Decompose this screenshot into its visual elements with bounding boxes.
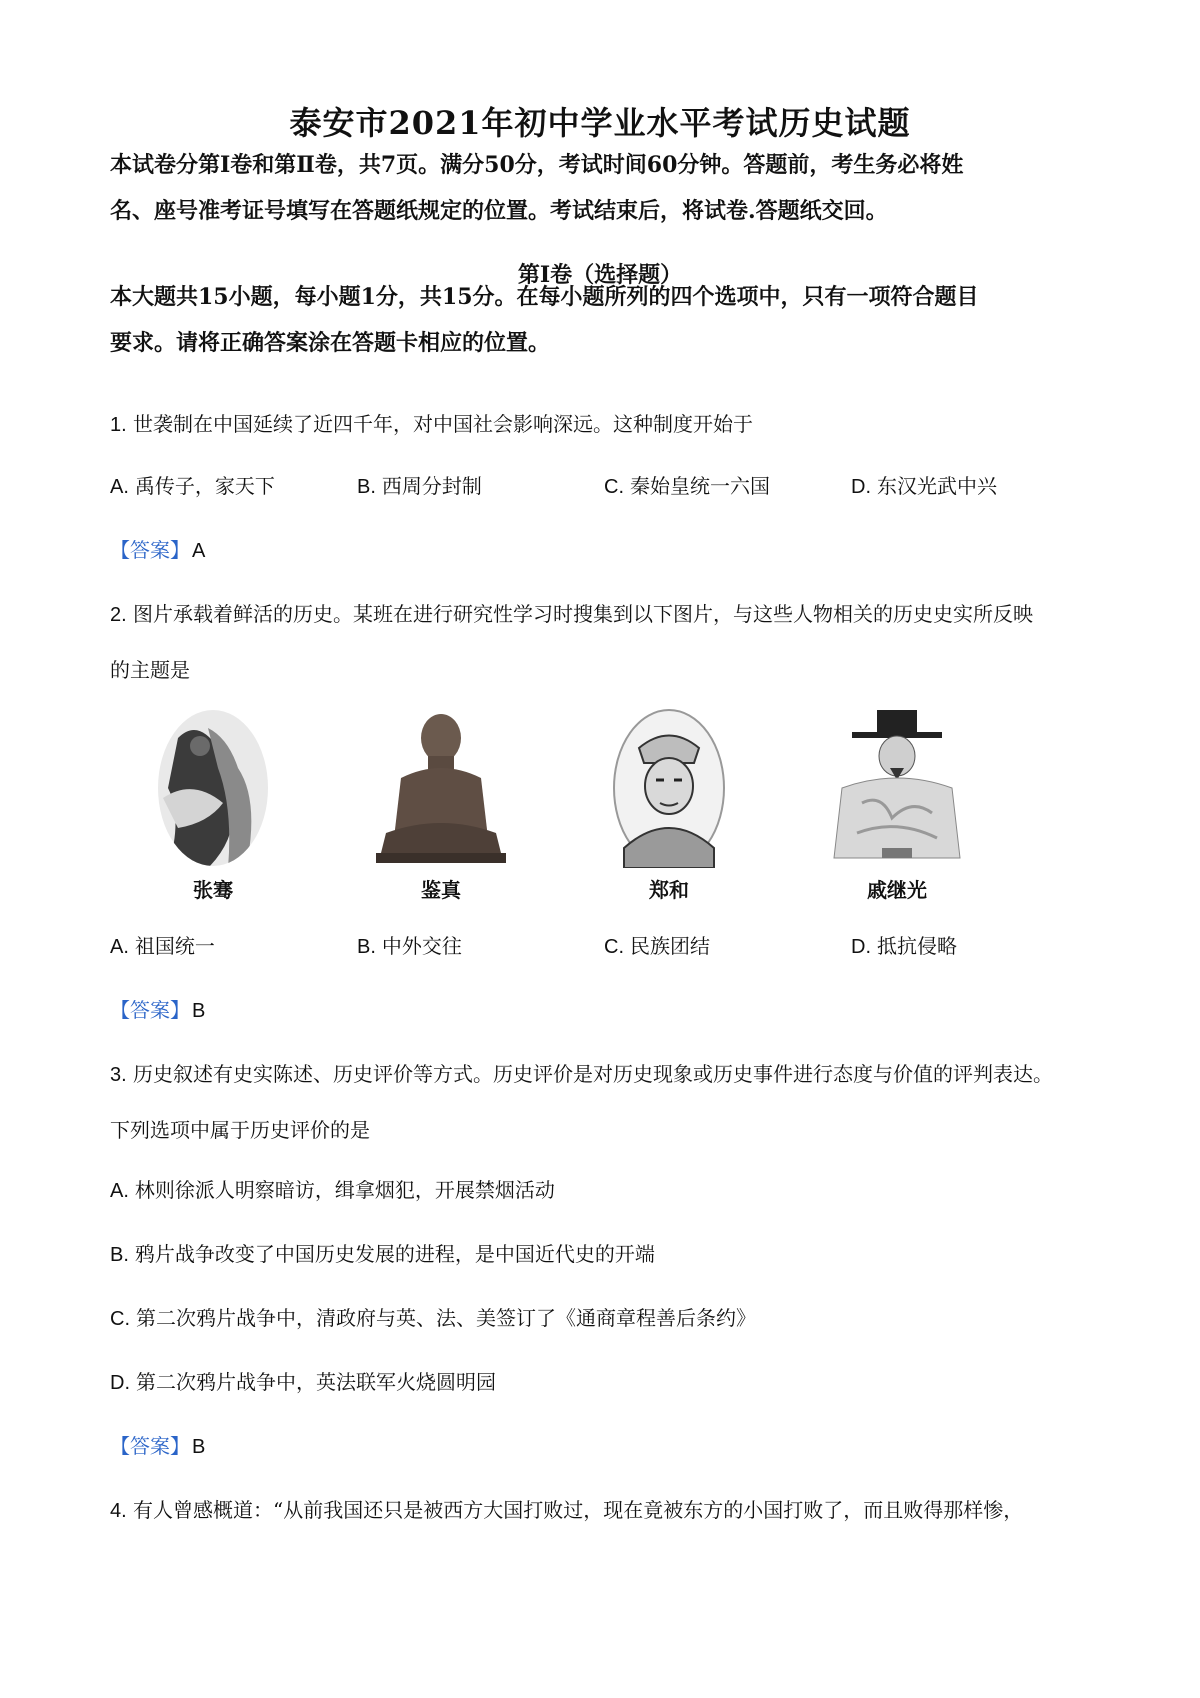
answer-tag: 【答案】 xyxy=(110,998,190,1022)
figure-label: 郑和 xyxy=(649,878,689,902)
intro-line: 本试卷分第Ⅰ卷和第Ⅱ卷，共7页。满分50分，考试时间60分钟。答题前，考生务必将姓 xyxy=(110,152,964,178)
option-a: A. 祖国统一 xyxy=(110,934,215,958)
question-number: 1. xyxy=(110,414,127,436)
option-d: D. 东汉光武中兴 xyxy=(851,474,997,498)
figure-label: 戚继光 xyxy=(867,878,927,902)
instructions-line: 要求。请将正确答案涂在答题卡相应的位置。 xyxy=(110,330,551,356)
question-text: 历史叙述有史实陈述、历史评价等方式。历史评价是对历史现象或历史事件进行态度与价值的评判表达。 xyxy=(133,1062,1054,1086)
option-c: C. 第二次鸦片战争中，清政府与英、法、美签订了《通商章程善后条约》 xyxy=(110,1306,756,1330)
question-2-stem xyxy=(110,600,1110,629)
figure-label: 张骞 xyxy=(193,878,233,902)
figure-label: 鉴真 xyxy=(421,878,461,902)
question-number: 4. xyxy=(110,1500,127,1522)
option-b: B. 鸦片战争改变了中国历史发展的进程，是中国近代史的开端 xyxy=(110,1242,655,1266)
option-b: B. 中外交往 xyxy=(357,934,462,958)
question-number: 3. xyxy=(110,1064,127,1086)
question-3-stem-cont xyxy=(110,1116,1110,1144)
answer-value: A xyxy=(192,540,206,562)
question-text: 的主题是 xyxy=(110,658,190,682)
answer-tag: 【答案】 xyxy=(110,538,190,562)
instructions-line: 本大题共15小题，每小题1分，共15分。在每小题所列的四个选项中，只有一项符合题目 xyxy=(110,284,979,310)
question-text: 图片承载着鲜活的历史。某班在进行研究性学习时搜集到以下图片，与这些人物相关的历史史实所反映 xyxy=(133,602,1034,626)
option-a: A. 林则徐派人明察暗访，缉拿烟犯，开展禁烟活动 xyxy=(110,1178,555,1202)
answer-1 xyxy=(110,536,205,565)
option-a: A. 禹传子，家天下 xyxy=(110,474,275,498)
option-c: C. 秦始皇统一六国 xyxy=(604,474,770,498)
question-3-stem xyxy=(110,1060,1110,1089)
question-text: 下列选项中属于历史评价的是 xyxy=(110,1118,370,1142)
answer-2 xyxy=(110,996,205,1025)
exam-intro xyxy=(110,142,1100,234)
answer-value: B xyxy=(192,1000,206,1022)
question-1-stem xyxy=(110,410,1110,439)
qi-jiguang-portrait xyxy=(822,708,972,868)
option-d: D. 抵抗侵略 xyxy=(851,934,957,958)
option-d: D. 第二次鸦片战争中，英法联军火烧圆明园 xyxy=(110,1370,496,1394)
zhang-qian-portrait xyxy=(138,708,288,868)
question-4-stem xyxy=(110,1496,1110,1525)
section-title: 第Ⅰ卷（选择题） xyxy=(517,262,683,288)
question-number: 2. xyxy=(110,604,127,626)
answer-3 xyxy=(110,1432,205,1461)
answer-value: B xyxy=(192,1436,206,1458)
option-c: C. 民族团结 xyxy=(604,934,710,958)
section-instructions xyxy=(110,274,1100,366)
jian-zhen-statue xyxy=(366,708,516,868)
zheng-he-portrait xyxy=(594,708,744,868)
answer-tag: 【答案】 xyxy=(110,1434,190,1458)
question-text: 世袭制在中国延续了近四千年，对中国社会影响深远。这种制度开始于 xyxy=(133,412,754,436)
question-2-stem-cont xyxy=(110,656,1110,684)
option-b: B. 西周分封制 xyxy=(357,474,482,498)
page-title: 泰安市2021年初中学业水平考试历史试题 xyxy=(289,104,911,142)
question-text: 有人曾感概道：“从前我国还只是被西方大国打败过，现在竟被东方的小国打败了，而且败得那样惨， xyxy=(133,1498,1024,1522)
intro-line: 名、座号准考证号填写在答题纸规定的位置。考试结束后，将试卷.答题纸交回。 xyxy=(110,198,888,224)
